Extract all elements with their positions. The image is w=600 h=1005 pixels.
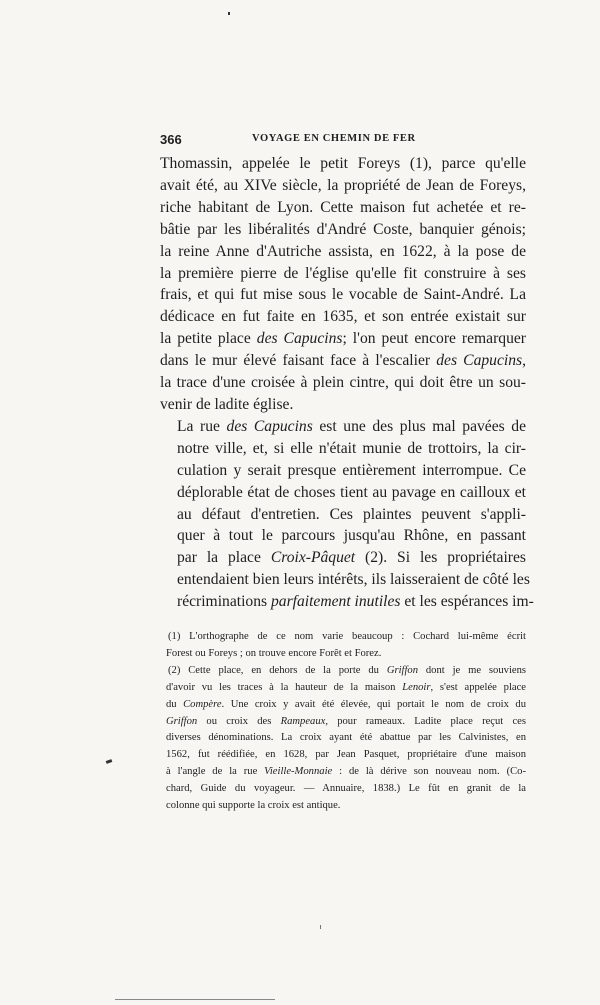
- italic-name: Griffon: [386, 664, 419, 676]
- footnote-1: [166, 629, 526, 663]
- text-fragment: dont je me souviens: [418, 664, 527, 676]
- text-line: au défaut d'entretien. Ces plaintes peuvent s'appli-: [177, 505, 526, 523]
- footnote-line: [166, 714, 526, 731]
- running-title: VOYAGE EN CHEMIN DE FER: [252, 133, 416, 144]
- italic-place-name: des Capucins: [256, 330, 343, 348]
- ink-speck: [320, 925, 321, 929]
- italic-name: Griffon: [166, 715, 198, 727]
- italic-phrase: parfaitement inutiles: [270, 593, 401, 611]
- text-line: la reine Anne d'Autriche assista, en 1622, à la pose de: [160, 242, 526, 260]
- margin-mark: [106, 759, 113, 764]
- text-line: [160, 547, 526, 569]
- footnote-line: chard, Guide du voyageur. — Annuaire, 1838.) Le fût en granit de la: [166, 783, 526, 795]
- text-line: Thomassin, appelée le petit Foreys (1), parce qu'elle: [160, 155, 526, 172]
- text-line: la trace d'une croisée à plein cintre, qui doit être un sou-: [160, 374, 526, 392]
- italic-name: Lenoir: [402, 681, 431, 693]
- text-fragment: , pour rameaux. Ladite place reçut ces: [325, 715, 526, 727]
- footnotes: [166, 629, 526, 815]
- text-line: avait été, au XIVe siècle, la propriété de Jean de Foreys,: [160, 176, 526, 194]
- text-fragment: . Une croix y avait été élevée, qui portait le nom de croix du: [221, 698, 526, 710]
- text-fragment: ; l'on peut encore remarquer: [342, 330, 526, 348]
- text-fragment: ,: [522, 352, 526, 370]
- footnote-line: (1) L'orthographe de ce nom varie beaucoup : Cochard lui-même écrit: [168, 631, 526, 642]
- page-number: 366: [160, 132, 182, 147]
- text-line: dédicace en fut faite en 1635, et son entrée existait sur: [160, 308, 526, 326]
- italic-place-name: des Capucins: [226, 417, 313, 435]
- text-line: quer à tout le parcours jusqu'au Rhône, en passant: [177, 527, 526, 545]
- footnote-2: [166, 663, 526, 815]
- text-line: [160, 328, 526, 350]
- text-line: [160, 416, 526, 438]
- footnote-line: diverses dénominations. La croix ayant été abattue par les Calvinistes, en: [166, 732, 526, 744]
- text-fragment: récriminations: [177, 593, 271, 611]
- text-fragment: dans le mur élevé faisant face à l'escalier: [160, 352, 437, 370]
- scan-edge-rule: [115, 999, 275, 1000]
- text-line: frais, et qui fut mise sous le vocable de Saint-André. La: [160, 286, 526, 304]
- ink-speck: [228, 12, 230, 15]
- text-fragment: , s'est appelée place: [430, 681, 526, 693]
- text-fragment: par la place: [177, 549, 271, 567]
- text-fragment: à l'angle de la rue: [166, 766, 265, 778]
- italic-name: Compère: [183, 698, 222, 710]
- text-fragment: et les espérances im-: [400, 593, 534, 611]
- text-fragment: ou croix des: [197, 715, 281, 727]
- text-line: culation y serait presque entièrement interrompue. Ce: [177, 461, 526, 479]
- text-line: la première pierre de l'église qu'elle fit construire à ses: [160, 264, 526, 282]
- paragraph: [160, 153, 526, 416]
- text-fragment: est une des plus mal pavées de: [312, 417, 526, 435]
- footnote-line: [166, 680, 526, 697]
- italic-place-name: Croix-Pâquet: [270, 549, 356, 567]
- text-fragment: (2) Cette place, en dehors de la porte du: [168, 664, 387, 676]
- text-line: venir de ladite église.: [160, 395, 294, 413]
- text-fragment: (2). Si les propriétaires: [355, 549, 526, 567]
- footnote-line: [166, 697, 526, 714]
- italic-place-name: des Capucins: [436, 352, 523, 370]
- text-line: riche habitant de Lyon. Cette maison fut achetée et re-: [160, 198, 526, 216]
- footnote-line: 1562, fut réédifiée, en 1628, par Jean Pasquet, propriétaire d'une maison: [166, 749, 526, 761]
- text-line: [160, 350, 526, 372]
- text-line: notre ville, et, si elle n'était munie de trottoirs, la cir-: [177, 439, 526, 457]
- text-fragment: La rue: [177, 417, 227, 435]
- footnote-line: [166, 764, 526, 781]
- text-line: [160, 591, 534, 613]
- text-line: bâtie par les libéralités d'André Coste, banquier génois;: [160, 220, 526, 238]
- text-fragment: la petite place: [160, 330, 257, 348]
- text-line: déplorable état de choses tient au pavage en cailloux et: [177, 483, 526, 501]
- italic-name: Rampeaux: [280, 715, 326, 727]
- main-text: [160, 153, 534, 613]
- text-fragment: d'avoir vu les traces à la hauteur de la maison: [166, 681, 403, 693]
- page-header: [160, 132, 520, 150]
- text-fragment: du: [166, 698, 184, 710]
- footnote-line: [166, 663, 526, 680]
- footnote-line: Forest ou Foreys ; on trouve encore Forêt et Forez.: [166, 647, 382, 659]
- text-line: entendaient bien leurs intérêts, ils laisseraient de côté les: [177, 571, 530, 589]
- paragraph: [160, 416, 534, 613]
- italic-name: Vieille-Monnaie: [264, 766, 333, 778]
- footnote-line: colonne qui supporte la croix est antique.: [166, 800, 341, 812]
- text-fragment: : de là dérive son nouveau nom. (Co-: [332, 766, 526, 778]
